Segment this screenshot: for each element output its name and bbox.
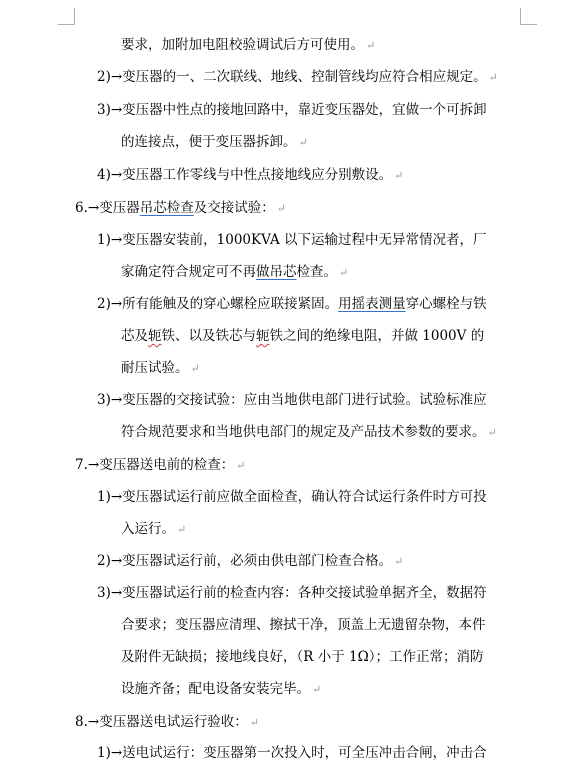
text-line [121,326,484,346]
text-segment: 芯及 [121,328,148,344]
spellcheck-underlined-text: 轭 [256,328,270,344]
grammar-underlined-text: 用摇表测量 [338,296,406,312]
text-segment: 铁、以及铁芯与 [161,328,256,344]
text-line [97,230,486,250]
text-segment: 及交接试验： [193,200,275,216]
text-segment: 7.→变压器送电前的检查： [75,457,235,473]
paragraph-mark-icon: ↵ [298,136,308,149]
paragraph-mark-icon: ↵ [487,426,497,439]
text-line [121,132,308,153]
text-line [97,390,487,410]
text-segment: 3)→变压器中性点的接地回路中，靠近变压器处，宜做一个可拆卸 [97,102,487,118]
margin-corner-top-left [58,8,75,25]
text-line [75,712,259,733]
paragraph-mark-icon: ↵ [236,459,246,472]
text-line [97,294,487,314]
text-line [75,198,286,219]
text-line [121,615,486,635]
paragraph-mark-icon: ↵ [312,683,322,696]
text-line [121,262,348,283]
text-segment: 合要求；变压器应清理、擦拭干净，顶盖上无遗留杂物，本件 [121,617,486,633]
text-segment: 穿心螺栓与铁 [405,296,487,312]
paragraph-mark-icon: ↵ [488,71,498,84]
paragraph-mark-icon: ↵ [177,523,187,536]
text-line [97,67,498,88]
text-line [97,551,403,572]
text-segment: 入运行。 [121,521,175,537]
text-segment: 2)→变压器试运行前，必须由供电部门检查合格。 [97,553,393,569]
paragraph-mark-icon: ↵ [339,266,349,279]
paragraph-mark-icon: ↵ [276,202,286,215]
spellcheck-underlined-text: 轭 [148,328,162,344]
paragraph-mark-icon: ↵ [190,362,200,375]
text-line [97,583,487,603]
text-segment: 及附件无缺损；接地线良好，（R 小于 1Ω）；工作正常；消防 [121,649,484,665]
text-segment: 3)→变压器试运行前的检查内容：各种交接试验单据齐全，数据符 [97,585,487,601]
text-segment: 耐压试验。 [121,360,189,376]
text-segment: 检查。 [296,264,337,280]
paragraph-mark-icon: ↵ [394,555,404,568]
text-line [75,455,245,476]
text-segment: 8.→变压器送电试运行验收： [75,714,248,730]
paragraph-mark-icon: ↵ [394,169,404,182]
paragraph-mark-icon: ↵ [366,39,376,52]
text-segment: 2)→所有能触及的穿心螺栓应联接紧固。 [97,296,339,312]
text-line [121,647,484,667]
paragraph-mark-icon: ↵ [249,716,259,729]
text-segment: 1)→送电试运行：变压器第一次投入时，可全压冲击合闸，冲击合 [97,745,487,761]
text-segment: 1)→变压器安装前，1000KVA 以下运输过程中无异常情况者，厂 [97,232,487,248]
text-line [121,679,321,700]
text-segment: 铁之间的绝缘电阻，并做 1000V 的 [269,328,485,344]
text-segment: 2)→变压器的一、二次联线、地线、控制管线均应符合相应规定。 [97,69,487,85]
text-segment: 6.→变压器 [75,200,140,216]
text-line [121,519,186,540]
text-segment: 家确定符合规定可不再 [121,264,256,280]
text-line [97,487,487,507]
text-segment: 的连接点，便于变压器拆卸。 [121,134,297,150]
text-segment: 要求，加附加电阻校验调试后方可使用。 [121,37,364,53]
text-line [97,743,487,763]
text-line [97,165,403,186]
text-segment: 设施齐备；配电设备安装完毕。 [121,681,310,697]
text-segment: 1)→变压器试运行前应做全面检查，确认符合试运行条件时方可投 [97,489,487,505]
grammar-underlined-text: 做吊芯 [256,264,297,280]
text-line [121,35,375,56]
margin-corner-top-right [520,8,537,25]
text-segment: 4)→变压器工作零线与中性点接地线应分别敷设。 [97,167,393,183]
text-line [121,422,497,443]
text-segment: 3)→变压器的交接试验：应由当地供电部门进行试验。试验标准应 [97,392,487,408]
text-line [97,100,487,120]
text-segment: 符合规范要求和当地供电部门的规定及产品技术参数的要求。 [121,424,486,440]
text-line [121,358,200,379]
grammar-underlined-text: 吊芯检查 [139,200,194,216]
